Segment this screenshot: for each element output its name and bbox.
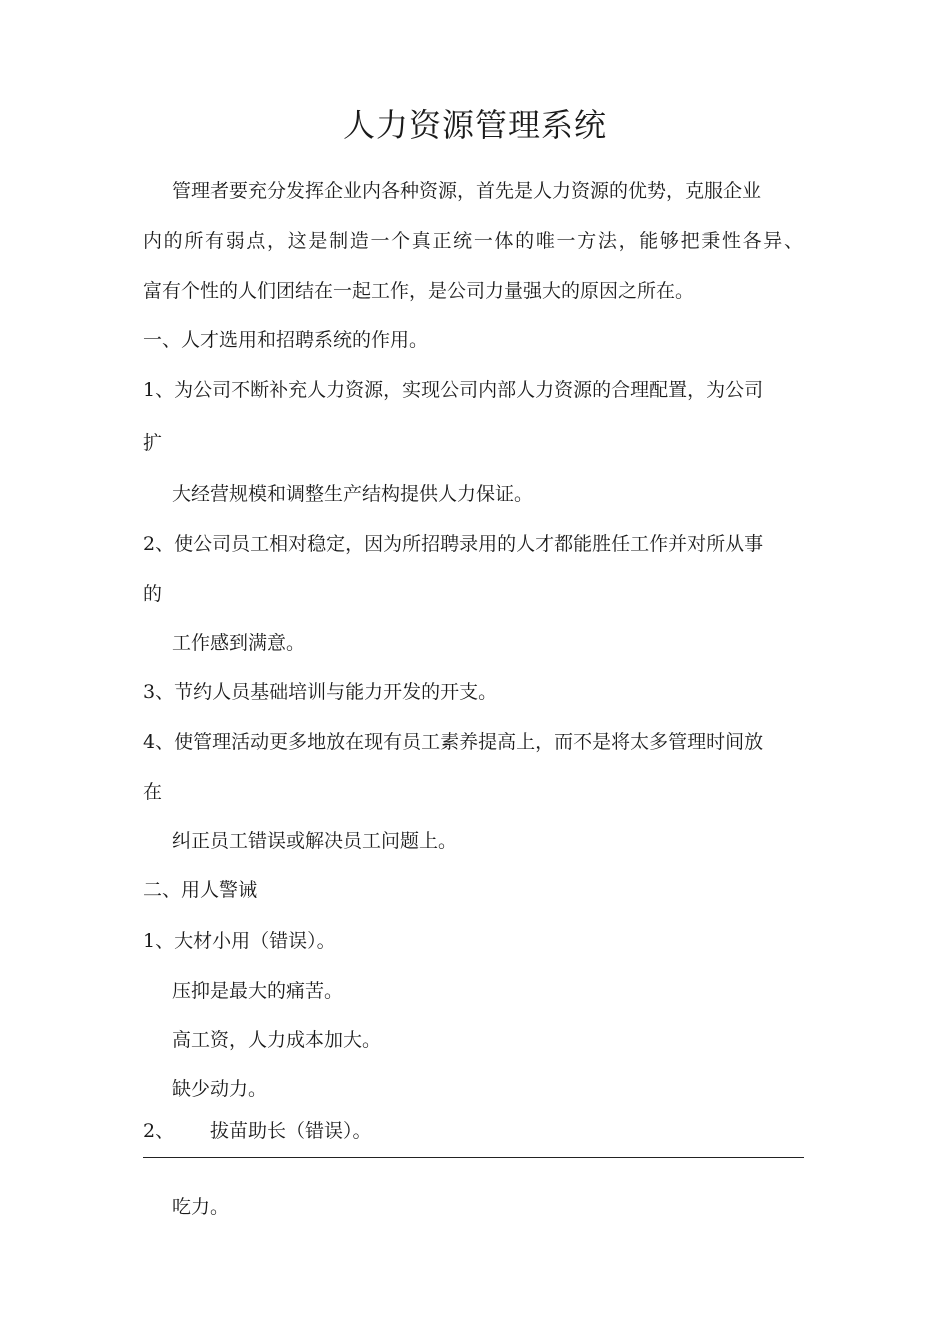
list-item: 4、使管理活动更多地放在现有员工素养提高上，而不是将太多管理时间放 [143, 731, 764, 753]
list-item-continuation: 工作感到满意。 [172, 632, 306, 654]
list-item-wrap: 扩 [143, 432, 163, 454]
list-item: 3、节约人员基础培训与能力开发的开支。 [143, 681, 498, 703]
list-item-detail: 压抑是最大的痛苦。 [172, 980, 344, 1002]
page-title: 人力资源管理系统 [342, 106, 607, 144]
list-item-detail: 高工资，人力成本加大。 [172, 1029, 382, 1051]
paragraph-line: 富有个性的人们团结在一起工作，是公司力量强大的原因之所在。 [143, 280, 695, 302]
paragraph-line: 管理者要充分发挥企业内各种资源，首先是人力资源的优势，克服企业 [172, 180, 762, 202]
horizontal-rule [143, 1157, 804, 1158]
section-heading: 一、人才选用和招聘系统的作用。 [143, 329, 429, 351]
list-item-wrap: 在 [143, 781, 163, 803]
paragraph-line: 内的所有弱点，这是制造一个真正统一体的唯一方法，能够把秉性各异、 [143, 230, 803, 252]
list-item-continuation: 纠正员工错误或解决员工问题上。 [172, 830, 458, 852]
list-item-detail: 缺少动力。 [172, 1078, 268, 1100]
section-heading: 二、用人警诫 [143, 879, 258, 901]
list-item: 1、为公司不断补充人力资源，实现公司内部人力资源的合理配置，为公司 [143, 379, 764, 401]
list-item: 1、大材小用（错误）。 [143, 930, 336, 952]
list-item-wrap: 的 [143, 583, 163, 605]
list-item-detail: 吃力。 [172, 1196, 230, 1218]
list-number: 2、 [143, 1120, 175, 1142]
list-item-text: 拔苗助长（错误）。 [210, 1120, 372, 1142]
list-item-continuation: 大经营规模和调整生产结构提供人力保证。 [172, 483, 534, 505]
list-item: 2、使公司员工相对稳定，因为所招聘录用的人才都能胜任工作并对所从事 [143, 533, 764, 555]
